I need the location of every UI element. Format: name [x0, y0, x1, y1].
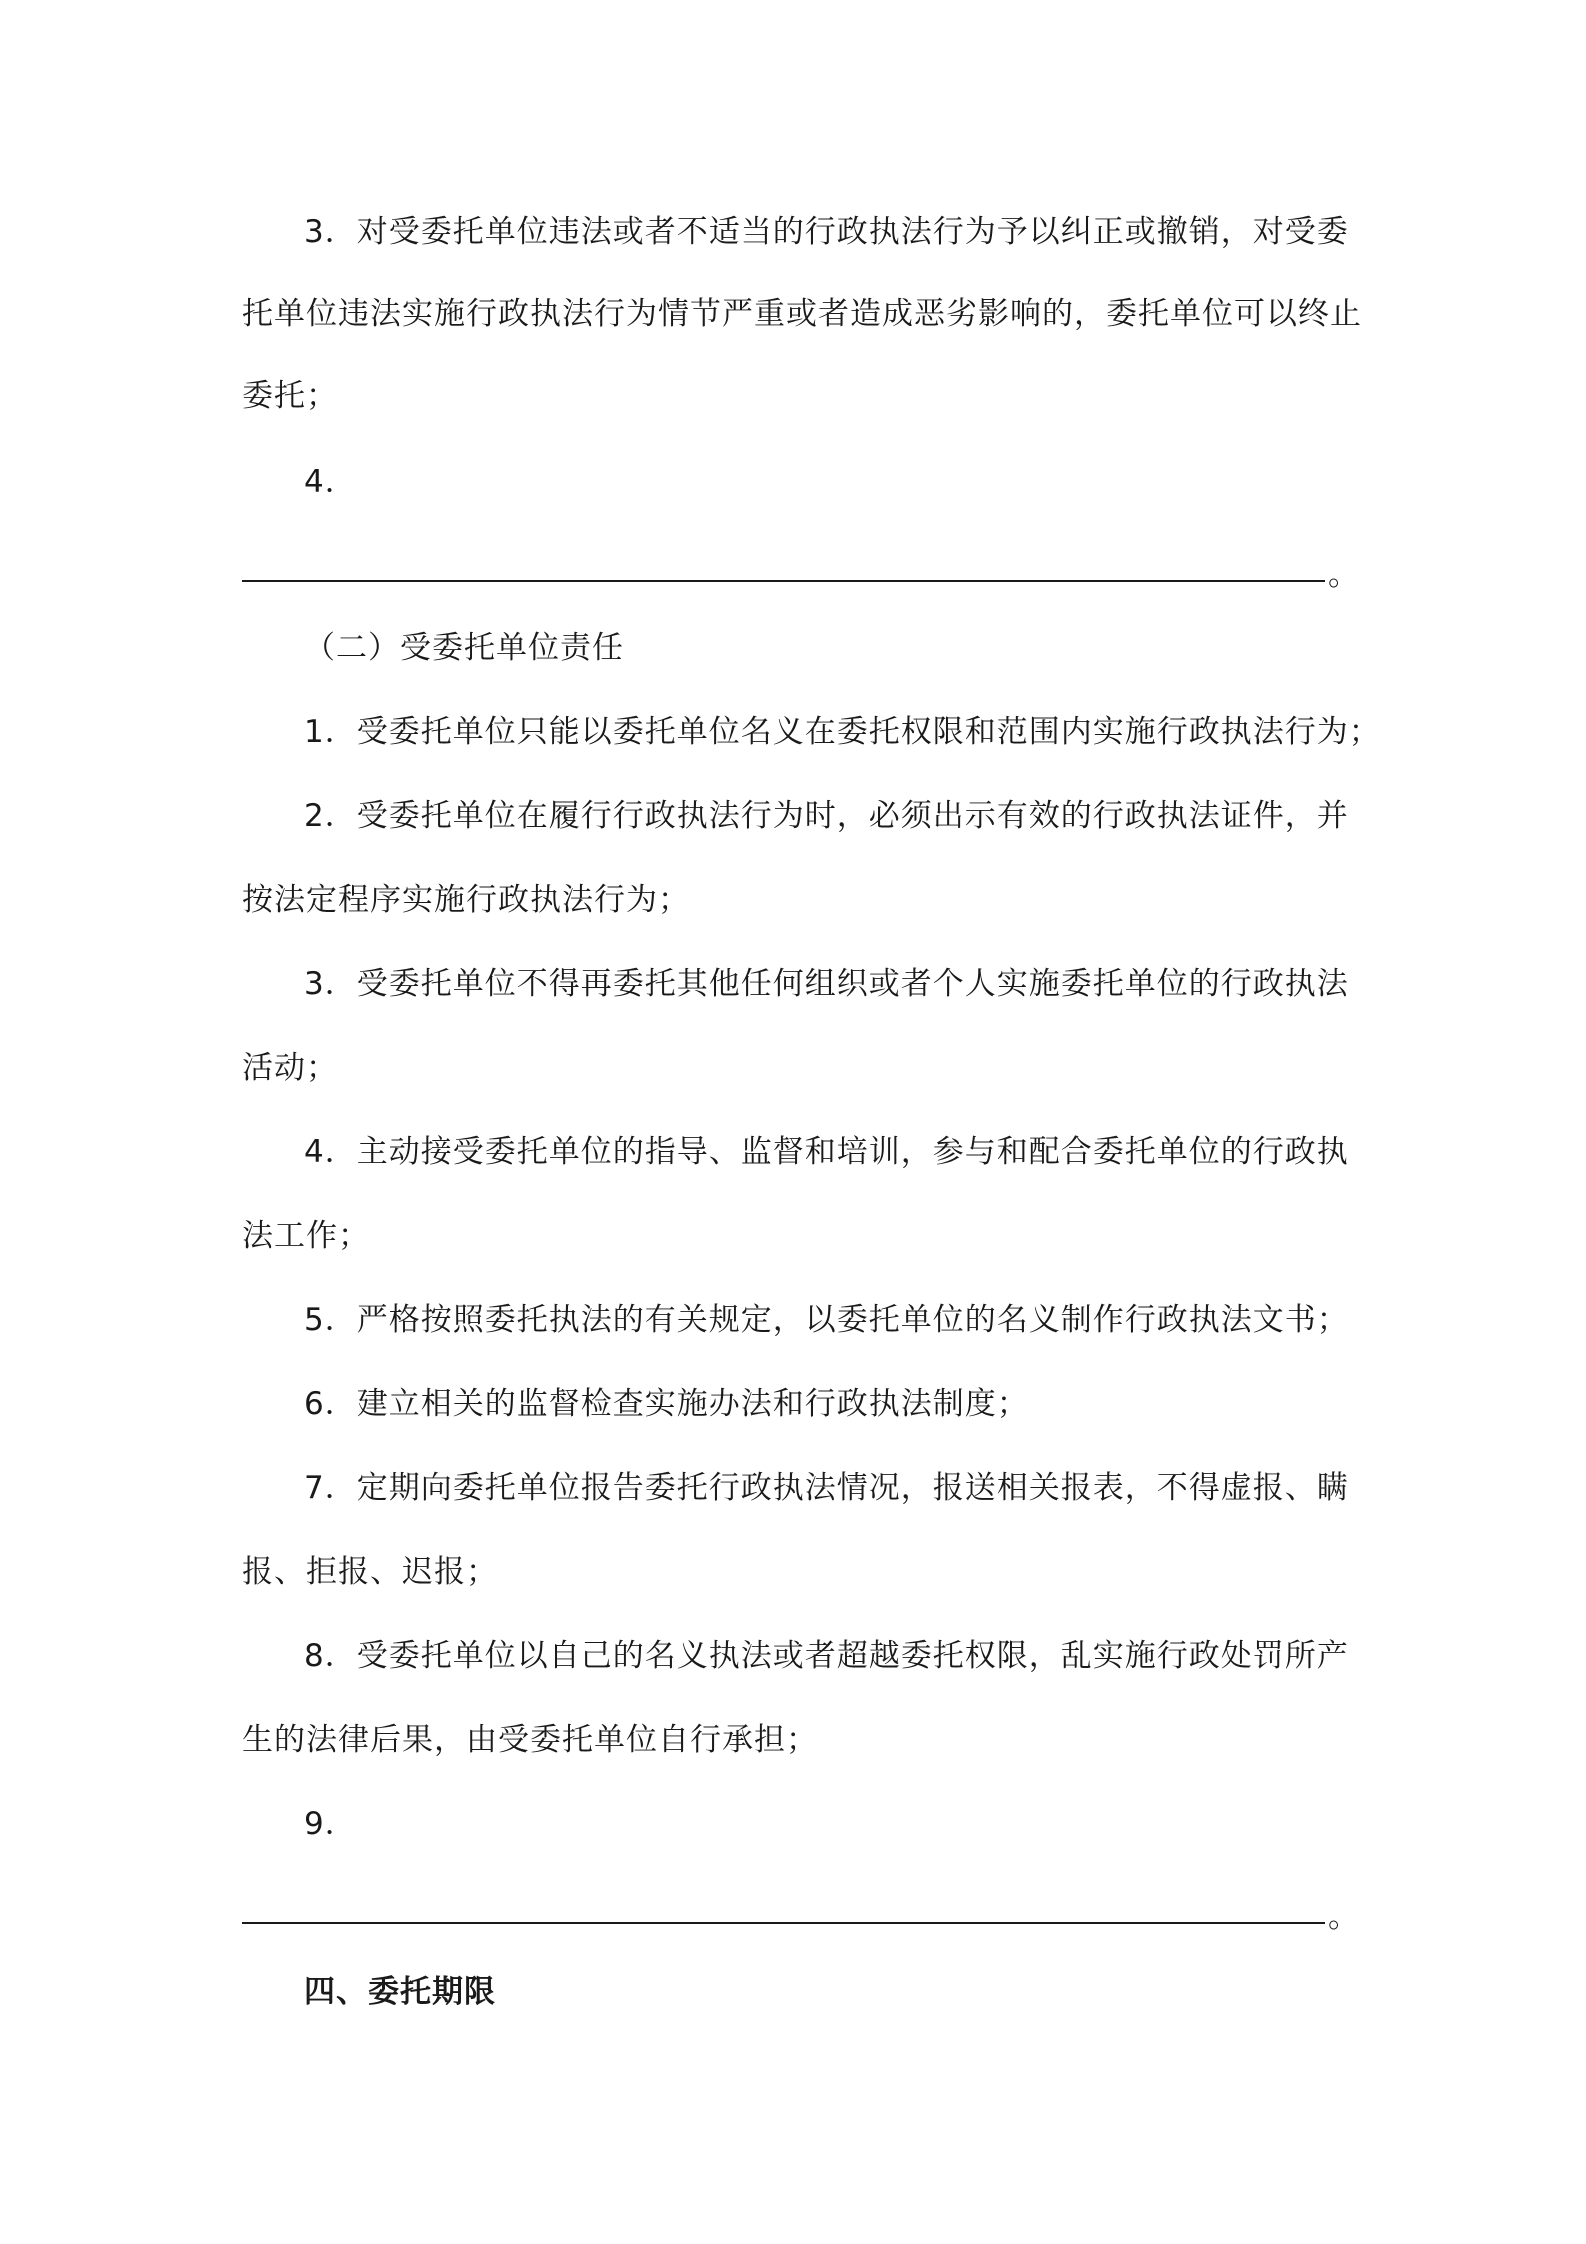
paragraph-line: 6．建立相关的监督检查实施办法和行政执法制度；: [304, 1386, 1029, 1422]
paragraph-line: 活动；: [242, 1050, 338, 1086]
list-item-number: 4．: [304, 464, 357, 500]
blank-end-period: 。: [1328, 1899, 1359, 1935]
paragraph-line: 报、拒报、迟报；: [242, 1554, 498, 1590]
paragraph-line: 3．对受委托单位违法或者不适当的行政执法行为予以纠正或撤销，对受委: [304, 214, 1349, 250]
paragraph-line: 2．受委托单位在履行行政执法行为时，必须出示有效的行政执法证件，并: [304, 798, 1349, 834]
paragraph-line: 8．受委托单位以自己的名义执法或者超越委托权限，乱实施行政处罚所产: [304, 1638, 1349, 1674]
paragraph-line: 托单位违法实施行政执法行为情节严重或者造成恶劣影响的，委托单位可以终止: [242, 296, 1362, 332]
list-item-number: 9．: [304, 1806, 357, 1842]
blank-end-period: 。: [1328, 557, 1359, 593]
fill-in-blank-line: [242, 1922, 1325, 1924]
paragraph-line: 生的法律后果，由受委托单位自行承担；: [242, 1722, 818, 1758]
section-heading: 四、委托期限: [304, 1974, 496, 2010]
section-subheading: （二）受委托单位责任: [304, 630, 624, 666]
paragraph-line: 5．严格按照委托执法的有关规定，以委托单位的名义制作行政执法文书；: [304, 1302, 1349, 1338]
paragraph-line: 3．受委托单位不得再委托其他任何组织或者个人实施委托单位的行政执法: [304, 966, 1349, 1002]
fill-in-blank-line: [242, 580, 1325, 582]
paragraph-line: 4．主动接受委托单位的指导、监督和培训，参与和配合委托单位的行政执: [304, 1134, 1349, 1170]
paragraph-line: 1．受委托单位只能以委托单位名义在委托权限和范围内实施行政执法行为；: [304, 714, 1381, 750]
paragraph-line: 7．定期向委托单位报告委托行政执法情况，报送相关报表，不得虚报、瞒: [304, 1470, 1349, 1506]
paragraph-line: 按法定程序实施行政执法行为；: [242, 882, 690, 918]
paragraph-line: 委托；: [242, 378, 338, 414]
paragraph-line: 法工作；: [242, 1218, 370, 1254]
